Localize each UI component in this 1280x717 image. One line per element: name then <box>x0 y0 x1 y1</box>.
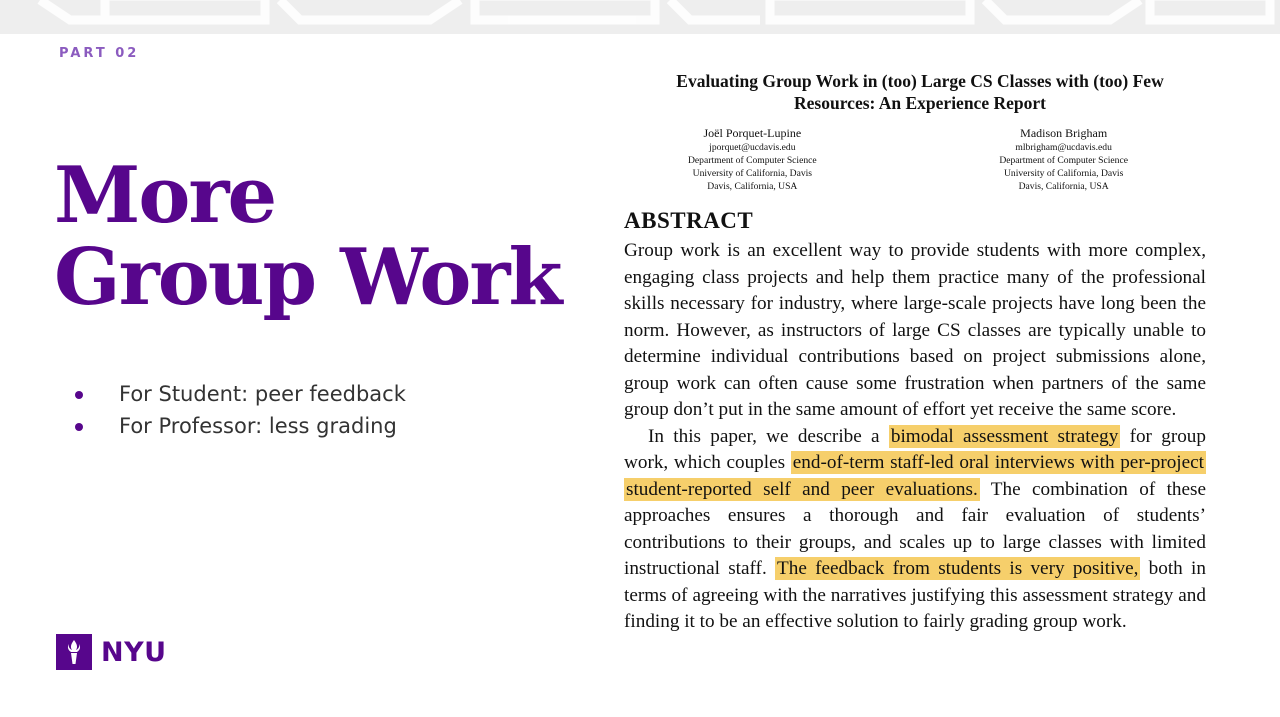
paper-title-line-1: Evaluating Group Work in (too) Large CS Classes with (too) Few <box>676 71 1164 91</box>
decorative-pattern <box>0 0 1280 34</box>
author-university: University of California, Davis <box>692 168 813 179</box>
bullet-item-professor: For Professor: less grading <box>75 410 406 442</box>
author-name: Madison Brigham <box>1020 126 1108 140</box>
paper-excerpt <box>600 70 1240 636</box>
author-department: Department of Computer Science <box>999 155 1128 166</box>
part-label: PART 02 <box>59 46 140 61</box>
author-university: University of California, Davis <box>1003 168 1124 179</box>
author-2 <box>999 126 1128 193</box>
abstract-text: for group work, which couples <box>624 425 1206 473</box>
author-location: Davis, California, USA <box>1018 181 1109 192</box>
highlight-oral-interviews: end-of-term staff-led oral interviews with per-project student-reported self and peer evaluations. <box>626 452 1204 500</box>
highlight-bimodal-strategy: bimodal assessment strategy <box>890 425 1119 447</box>
author-department: Department of Computer Science <box>688 155 817 166</box>
author-block <box>688 126 1128 193</box>
abstract-paragraph-1: Group work is an excellent way to provide students with more complex, engaging class projects and help them practice many of the professional skills necessary for industry, where large-scale projects have long been the norm. However, as instructors of large CS classes are typically unable to determine individual contributions based on project submissions alone, group work can often cause some frustration when partners of the same group don’t put in the same amount of effort yet receive the same score. <box>624 240 1206 420</box>
bullet-list <box>75 378 406 442</box>
author-name: Joël Porquet-Lupine <box>703 126 802 140</box>
abstract-text: both in terms of agreeing with the narratives justifying this assessment strategy and finding it to be an effective solution to fairly grading group work. <box>624 558 1206 632</box>
abstract-text: The combination of these approaches ensures a thorough and fair evaluation of students’ contributions to their groups, and scales up to large classes with limited instructional staff. <box>624 478 1206 579</box>
bullet-item-student: For Student: peer feedback <box>75 378 406 410</box>
author-email: jporquet@ucdavis.edu <box>709 142 796 153</box>
abstract-text: In this paper, we describe a <box>648 425 889 447</box>
slide-title <box>54 150 614 323</box>
nyu-logo <box>56 634 167 670</box>
abstract-heading: ABSTRACT <box>624 208 754 233</box>
slide-title-line-1: More <box>54 150 276 241</box>
torch-icon <box>56 634 92 670</box>
paper-title-line-2: Resources: An Experience Report <box>794 93 1046 113</box>
abstract-body <box>624 238 1206 636</box>
author-1 <box>688 126 817 193</box>
highlight-positive-feedback: The feedback from students is very positive, <box>777 558 1139 579</box>
nyu-wordmark: NYU <box>101 636 167 668</box>
slide-title-line-2: Group Work <box>54 232 561 323</box>
author-email: mlbrigham@ucdavis.edu <box>1015 142 1112 153</box>
paper-title <box>610 70 1230 114</box>
author-location: Davis, California, USA <box>707 181 798 192</box>
decorative-top-band <box>0 0 1280 34</box>
abstract-paragraph-2 <box>624 424 1206 636</box>
